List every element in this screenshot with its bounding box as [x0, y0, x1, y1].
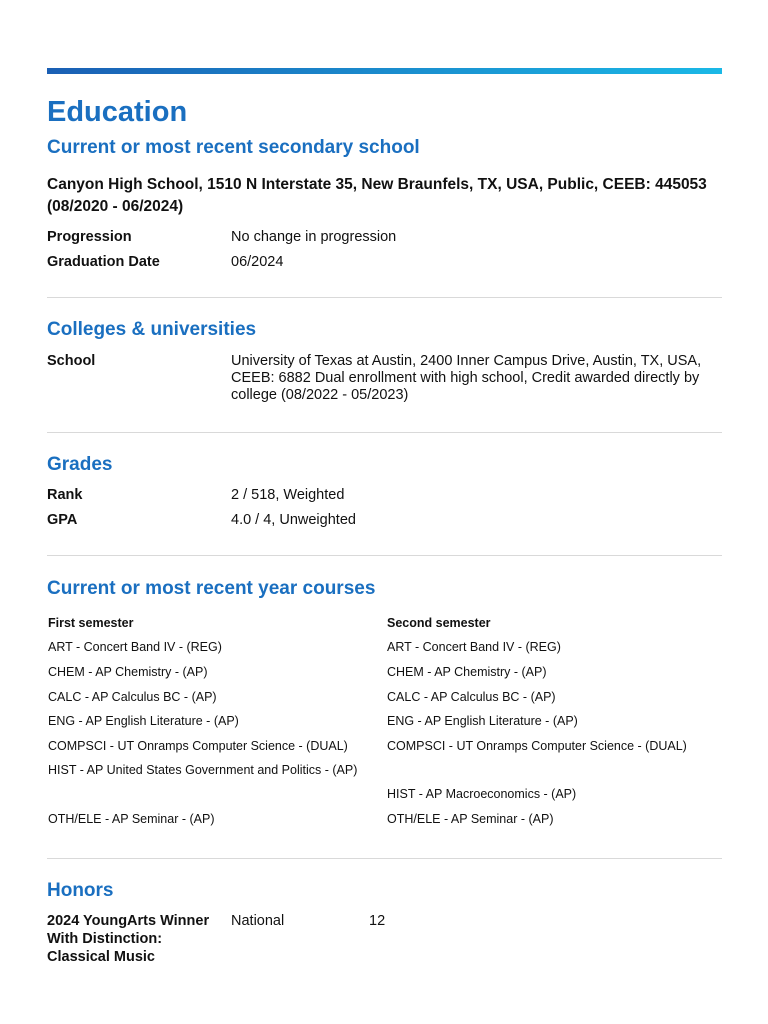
honor-name: 2024 YoungArts Winner With Distinction: Classical Music: [47, 913, 210, 965]
progression-value: No change in progression: [231, 229, 397, 245]
graduation-value: 06/2024: [231, 254, 284, 270]
course-item: HIST - AP Macroeconomics - (AP): [387, 787, 577, 801]
courses-heading: Current or most recent year courses: [47, 578, 376, 599]
progression-label: Progression: [47, 229, 132, 245]
honors-heading: Honors: [47, 880, 114, 901]
first-semester-label: First semester: [48, 616, 134, 630]
colleges-heading: Colleges & universities: [47, 319, 257, 340]
divider: [47, 555, 722, 556]
college-school-value: University of Texas at Austin, 2400 Inner Campus Drive, Austin, TX, USA, CEEB: 6882 Dual enrollment with high school, Credit awarded directly by college (08/2022 - 05/2023): [231, 353, 702, 403]
rank-label: Rank: [47, 487, 83, 503]
college-school-label: School: [47, 353, 96, 369]
course-item: CHEM - AP Chemistry - (AP): [387, 665, 547, 679]
graduation-label: Graduation Date: [47, 254, 160, 270]
grades-heading: Grades: [47, 454, 113, 475]
second-semester-label: Second semester: [387, 616, 491, 630]
divider: [47, 858, 722, 859]
course-item: CALC - AP Calculus BC - (AP): [387, 690, 556, 704]
course-item: ART - Concert Band IV - (REG): [387, 640, 561, 654]
honor-level: National: [231, 913, 285, 929]
gpa-label: GPA: [47, 512, 78, 528]
course-item: COMPSCI - UT Onramps Computer Science - (DUAL): [387, 739, 687, 753]
rank-value: 2 / 518, Weighted: [231, 487, 345, 503]
header-accent-bar: [47, 68, 722, 74]
course-item: CHEM - AP Chemistry - (AP): [48, 665, 208, 679]
course-item: ENG - AP English Literature - (AP): [387, 714, 578, 728]
course-item: ART - Concert Band IV - (REG): [48, 640, 222, 654]
course-item: COMPSCI - UT Onramps Computer Science - (DUAL): [48, 739, 348, 753]
course-item: OTH/ELE - AP Seminar - (AP): [387, 812, 554, 826]
secondary-school-name: Canyon High School, 1510 N Interstate 35, New Braunfels, TX, USA, Public, CEEB: 445053 (08/2020 - 06/2024): [47, 176, 707, 215]
divider: [47, 432, 722, 433]
divider: [47, 297, 722, 298]
course-item: CALC - AP Calculus BC - (AP): [48, 690, 217, 704]
course-item: HIST - AP United States Government and Politics - (AP): [48, 763, 358, 777]
secondary-school-heading: Current or most recent secondary school: [47, 137, 420, 158]
course-item: OTH/ELE - AP Seminar - (AP): [48, 812, 215, 826]
course-item: ENG - AP English Literature - (AP): [48, 714, 239, 728]
honor-grade: 12: [369, 913, 386, 929]
gpa-value: 4.0 / 4, Unweighted: [231, 512, 356, 528]
page-title: Education: [47, 96, 188, 128]
